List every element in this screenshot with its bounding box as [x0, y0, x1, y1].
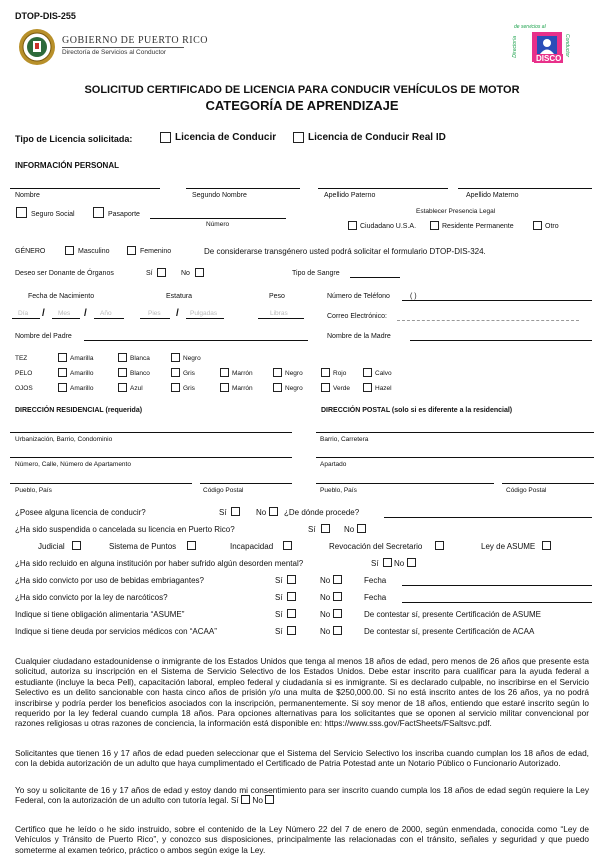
q-acaa-label: Indique si tiene deuda por servicios médicos con “ACAA” [15, 627, 217, 636]
id-number-label: Número [206, 221, 230, 228]
middle-name-label: Segundo Nombre [192, 192, 247, 199]
q-asume-yes-label: Sí [275, 610, 283, 619]
legal-presence-label: Establecer Presencia Legal [416, 208, 496, 215]
disco-logo: de servicios al Directoría Conductor DISCO [512, 24, 570, 63]
q-asume-note: De contestar sí, presente Certificación de ASUME [364, 610, 541, 619]
weight-label: Peso [269, 293, 285, 300]
hair-negro-label: Negro [285, 370, 303, 377]
q-has-license-no-checkbox[interactable] [269, 507, 278, 516]
q-asume-no-checkbox[interactable] [333, 609, 342, 618]
hair-amarillo-label: Amarillo [70, 370, 94, 377]
q-alcohol-date-label: Fecha [364, 576, 387, 585]
complexion-blanca-label: Blanca [130, 355, 150, 362]
res-zip-field[interactable] [200, 483, 292, 484]
complexion-amarilla-label: Amarilla [70, 355, 94, 362]
female-checkbox[interactable] [127, 246, 136, 255]
res-zip-label: Código Postal [203, 487, 244, 494]
email-label: Correo Electrónico: [327, 313, 387, 320]
eyes-azul-checkbox[interactable] [118, 383, 127, 392]
q-narcotics-date-label: Fecha [364, 593, 387, 602]
last-name-paternal-field[interactable] [318, 188, 448, 189]
hair-rojo-label: Rojo [333, 370, 347, 377]
q-origin-label: ¿De dónde procede? [284, 508, 360, 517]
q-acaa-yes-label: Sí [275, 627, 283, 636]
q-has-license-label: ¿Posee alguna licencia de conducir? [15, 508, 146, 517]
consent-yes-checkbox[interactable] [241, 795, 250, 804]
q-acaa-note: De contestar sí, presente Certificación de ACAA [364, 627, 535, 636]
license-regular-checkbox[interactable] [160, 132, 171, 143]
father-name-field[interactable] [84, 340, 308, 341]
hair-gris-checkbox[interactable] [171, 368, 180, 377]
reason-revocation-checkbox[interactable] [435, 541, 444, 550]
res-street-field[interactable] [10, 457, 292, 458]
q-suspended-yes-checkbox[interactable] [321, 524, 330, 533]
male-label: Masculino [78, 248, 110, 255]
other-label: Otro [545, 223, 559, 230]
phone-field[interactable] [402, 300, 592, 301]
male-checkbox[interactable] [65, 246, 74, 255]
q-narcotics-date-field[interactable] [402, 602, 592, 603]
gender-label: GÉNERO [15, 248, 46, 255]
donor-yes-checkbox[interactable] [157, 268, 166, 277]
eyes-azul-label: Azul [130, 385, 143, 392]
donor-no-checkbox[interactable] [195, 268, 204, 277]
q-narcotics-label: ¿Ha sido convicto por la ley de narcóticos? [15, 593, 168, 602]
q-narcotics-yes-label: Sí [275, 593, 283, 602]
resident-label: Residente Permanente [442, 223, 514, 230]
eyes-hazel-label: Hazel [375, 385, 392, 392]
father-name-label: Nombre del Padre [15, 333, 72, 340]
complexion-blanca-checkbox[interactable] [118, 353, 127, 362]
height-feet-field[interactable] [140, 318, 170, 319]
q-alcohol-no-checkbox[interactable] [333, 575, 342, 584]
birth-date-label: Fecha de Nacimiento [28, 293, 95, 300]
reason-disability-checkbox[interactable] [283, 541, 292, 550]
eyes-verde-checkbox[interactable] [321, 383, 330, 392]
complexion-amarilla-checkbox[interactable] [58, 353, 67, 362]
donor-no-label: No [181, 270, 190, 277]
consent-no-label: No [252, 795, 263, 806]
hair-marron-checkbox[interactable] [220, 368, 229, 377]
consent-no-checkbox[interactable] [265, 795, 274, 804]
postal-zip-field[interactable] [502, 483, 594, 484]
height-inches-placeholder: Pulgadas [190, 310, 218, 317]
certification-paragraph: Certifico que he leído o he sido instruido, sobre el contenido de la Ley Número 22 del 7 de enero de 2000, según enmendada, conocida como “Ley de Vehículos y Tránsito de Puerto Rico”, y conozco sus disposiciones, principalmente las relacionadas con el tránsito, señales y seguridad y que puedo someterme al examen teórico, práctico o ambos según exige la Ley. [15, 824, 589, 855]
complexion-label: TEZ [15, 355, 28, 362]
section-personal-info: INFORMACIÓN PERSONAL [15, 161, 119, 170]
reason-asume-checkbox[interactable] [542, 541, 551, 550]
q-mental-label: ¿Ha sido recluido en alguna institución por haber sufrido algún desorden mental? [15, 559, 304, 568]
birth-day-field[interactable] [12, 318, 40, 319]
consent-text: Yo soy u solicitante de 16 y 17 años de edad y estoy dando mi consentimiento para ser inscrito cuando cumpla los 18 años de edad según requiere la Ley Federal, con la autorización de un adulto con tutoría legal. [15, 785, 589, 806]
complexion-negro-label: Negro [183, 355, 201, 362]
complexion-negro-checkbox[interactable] [171, 353, 180, 362]
q-mental-yes-label: Sí [371, 559, 379, 568]
birth-month-field[interactable] [52, 318, 80, 319]
transgender-note: De considerarse transgénero usted podrá solicitar el formulario DTOP-DIS-324. [204, 247, 486, 256]
eyes-amarillo-checkbox[interactable] [58, 383, 67, 392]
eyes-label: OJOS [15, 385, 33, 392]
postal-box-label: Apartado [320, 461, 347, 468]
hair-amarillo-checkbox[interactable] [58, 368, 67, 377]
q-mental-no-checkbox[interactable] [407, 558, 416, 567]
q-alcohol-yes-label: Sí [275, 576, 283, 585]
reason-disability-label: Incapacidad [230, 542, 274, 551]
postal-barrio-label: Barrio, Carretera [320, 436, 369, 443]
q-suspended-no-label: No [344, 525, 355, 534]
citizen-label: Ciudadano U.S.A. [360, 223, 417, 230]
hair-calvo-checkbox[interactable] [363, 368, 372, 377]
q-narcotics-no-label: No [320, 593, 331, 602]
eyes-gris-label: Gris [183, 385, 195, 392]
hair-blanco-label: Blanco [130, 370, 150, 377]
q-has-license-yes-label: Sí [219, 508, 227, 517]
reason-asume-label: Ley de ASUME [481, 542, 536, 551]
q-suspended-no-checkbox[interactable] [357, 524, 366, 533]
eyes-negro-checkbox[interactable] [273, 383, 282, 392]
donor-yes-label: Sí [146, 270, 153, 277]
first-name-field[interactable] [10, 188, 160, 189]
postal-box-field[interactable] [316, 457, 594, 458]
first-name-label: Nombre [15, 192, 40, 199]
birth-month-placeholder: Mes [58, 310, 71, 317]
hair-marron-label: Marrón [232, 370, 253, 377]
passport-label: Pasaporte [108, 211, 140, 218]
reason-judicial-checkbox[interactable] [72, 541, 81, 550]
res-town-field[interactable] [10, 483, 192, 484]
eyes-negro-label: Negro [285, 385, 303, 392]
q-acaa-yes-checkbox[interactable] [287, 626, 296, 635]
license-realid-label: Licencia de Conducir Real ID [308, 132, 446, 143]
hair-negro-checkbox[interactable] [273, 368, 282, 377]
q-acaa-no-checkbox[interactable] [333, 626, 342, 635]
postal-barrio-field[interactable] [316, 432, 594, 433]
birth-day-placeholder: Día [18, 310, 29, 317]
q-alcohol-label: ¿Ha sido convicto por uso de bebidas embriagantes? [15, 576, 204, 585]
eyes-hazel-checkbox[interactable] [363, 383, 372, 392]
height-inches-field[interactable] [186, 318, 224, 319]
res-urbanization-field[interactable] [10, 432, 292, 433]
q-alcohol-date-field[interactable] [402, 585, 592, 586]
q-suspended-yes-label: Sí [308, 525, 316, 534]
reason-points-checkbox[interactable] [187, 541, 196, 550]
eyes-marron-checkbox[interactable] [220, 383, 229, 392]
postal-zip-label: Código Postal [506, 487, 547, 494]
organ-donor-label: Deseo ser Donante de Órganos [15, 270, 114, 277]
q-has-license-yes-checkbox[interactable] [231, 507, 240, 516]
form-title: SOLICITUD CERTIFICADO DE LICENCIA PARA CONDUCIR VEHÍCULOS DE MOTOR [84, 84, 520, 96]
minor-registration-paragraph: Solicitantes que tienen 16 y 17 años de edad pueden seleccionar que el Sistema del Servicio Selectivo los inscriba cuando cumplan los 18 años de edad, con la debida autorización de un adulto que haya cumplimentado el Certificado de Patria Potestad ante un Notario Público o Funcionario Autorizado. [15, 748, 589, 769]
q-narcotics-yes-checkbox[interactable] [287, 592, 296, 601]
height-feet-placeholder: Pies [148, 310, 161, 317]
phone-area-code: ( ) [410, 293, 417, 300]
residential-address-heading: DIRECCIÓN RESIDENCIAL (requerida) [15, 407, 143, 414]
form-code: DTOP-DIS-255 [15, 11, 76, 21]
q-alcohol-no-label: No [320, 576, 331, 585]
postal-address-heading: DIRECCIÓN POSTAL (solo si es diferente a la residencial) [321, 407, 513, 414]
q-asume-label: Indique si tiene obligación alimentaria “ASUME” [15, 610, 185, 619]
resident-checkbox[interactable] [430, 221, 439, 230]
hair-rojo-checkbox[interactable] [321, 368, 330, 377]
consent-yes-label: Sí [230, 795, 239, 806]
q-origin-field[interactable] [384, 517, 592, 518]
gov-subtitle: Directoría de Servicios al Conductor [62, 49, 167, 56]
weight-placeholder: Libras [270, 310, 288, 317]
hair-calvo-label: Calvo [375, 370, 392, 377]
weight-field[interactable] [258, 318, 304, 319]
res-town-label: Pueblo, País [15, 487, 52, 494]
height-label: Estatura [166, 293, 193, 300]
other-checkbox[interactable] [533, 221, 542, 230]
email-field[interactable] [397, 320, 579, 321]
hair-blanco-checkbox[interactable] [118, 368, 127, 377]
id-number-field[interactable] [150, 218, 286, 219]
reason-revocation-label: Revocación del Secretario [329, 542, 423, 551]
birth-year-field[interactable] [94, 318, 124, 319]
form-subtitle: CATEGORÍA DE APRENDIZAJE [205, 98, 399, 113]
q-asume-no-label: No [320, 610, 331, 619]
res-street-label: Número, Calle, Número de Apartamento [15, 461, 131, 468]
q-mental-yes-checkbox[interactable] [383, 558, 392, 567]
eyes-amarillo-label: Amarillo [70, 385, 94, 392]
mother-name-field[interactable] [410, 340, 592, 341]
consent-paragraph [15, 785, 589, 806]
date-separator: / [42, 308, 45, 319]
selective-service-paragraph: Cualquier ciudadano estadounidense o inmigrante de los Estados Unidos que tenga al menos 18 años de edad, pero menos de 26 años que presente esta solicitud, autoriza su inscripción en el Sistema de Servicio Selectivo de los Estados Unidos. Debe estar inscrito para cualificar para la ayuda federal a estudiante (incluye la beca Pell), capacitación laboral, empleo federal y ciudadanía si es inmigrante. Si es declarado culpable, no inscribirse en el Servicio Selectivo es un delito sancionable con hasta cinco años de prisión y/o una multa de $250,000.00. Si no está inscrito antes de los 26 años, ya no podrá inscribirse y podría perder los beneficios asociados con la inscripción, permanentemente. Si soy menor de 18 años, entiendo que estaré inscrito según lo requerido por la ley federal cuando cumpla 18 años. Para opciones alternativas para los solicitantes que se oponen al servicio militar convencional por razones religiosas u otras razones de conciencia, la información está disponible en: https://www.sss.gov/FactSheets/FSaltsvc.pdf. [15, 656, 589, 729]
last-name-paternal-label: Apellido Paterno [324, 192, 376, 199]
postal-town-field[interactable] [316, 483, 494, 484]
blood-type-field[interactable] [350, 277, 400, 278]
ssn-label: Seguro Social [31, 211, 75, 218]
middle-name-field[interactable] [186, 188, 300, 189]
license-type-label: Tipo de Licencia solicitada: [15, 134, 133, 144]
gov-title: GOBIERNO DE PUERTO RICO [62, 35, 208, 46]
date-separator: / [84, 308, 87, 319]
q-alcohol-yes-checkbox[interactable] [287, 575, 296, 584]
birth-year-placeholder: Año [100, 310, 112, 317]
postal-town-label: Pueblo, País [320, 487, 357, 494]
hair-gris-label: Gris [183, 370, 195, 377]
female-label: Femenino [140, 248, 172, 255]
q-has-license-no-label: No [256, 508, 267, 517]
hair-label: PELO [15, 370, 33, 377]
license-realid-checkbox[interactable] [293, 132, 304, 143]
ssn-checkbox[interactable] [16, 207, 27, 218]
citizen-checkbox[interactable] [348, 221, 357, 230]
blood-type-label: Tipo de Sangre [292, 270, 340, 277]
q-narcotics-no-checkbox[interactable] [333, 592, 342, 601]
eyes-gris-checkbox[interactable] [171, 383, 180, 392]
q-mental-no-label: No [394, 559, 405, 568]
eyes-marron-label: Marrón [232, 385, 253, 392]
res-urbanization-label: Urbanización, Barrio, Condominio [15, 436, 113, 443]
license-regular-label: Licencia de Conducir [175, 132, 277, 143]
q-suspended-label: ¿Ha sido suspendida o cancelada su licencia en Puerto Rico? [15, 525, 235, 534]
reason-points-label: Sistema de Puntos [109, 542, 177, 551]
passport-checkbox[interactable] [93, 207, 104, 218]
q-acaa-no-label: No [320, 627, 331, 636]
last-name-maternal-field[interactable] [458, 188, 592, 189]
reason-judicial-label: Judicial [38, 542, 65, 551]
phone-label: Número de Teléfono [327, 293, 390, 300]
height-separator: / [176, 308, 179, 319]
mother-name-label: Nombre de la Madre [327, 333, 391, 340]
eyes-verde-label: Verde [333, 385, 350, 392]
q-asume-yes-checkbox[interactable] [287, 609, 296, 618]
puerto-rico-seal-icon [18, 28, 56, 66]
last-name-maternal-label: Apellido Materno [466, 192, 519, 199]
